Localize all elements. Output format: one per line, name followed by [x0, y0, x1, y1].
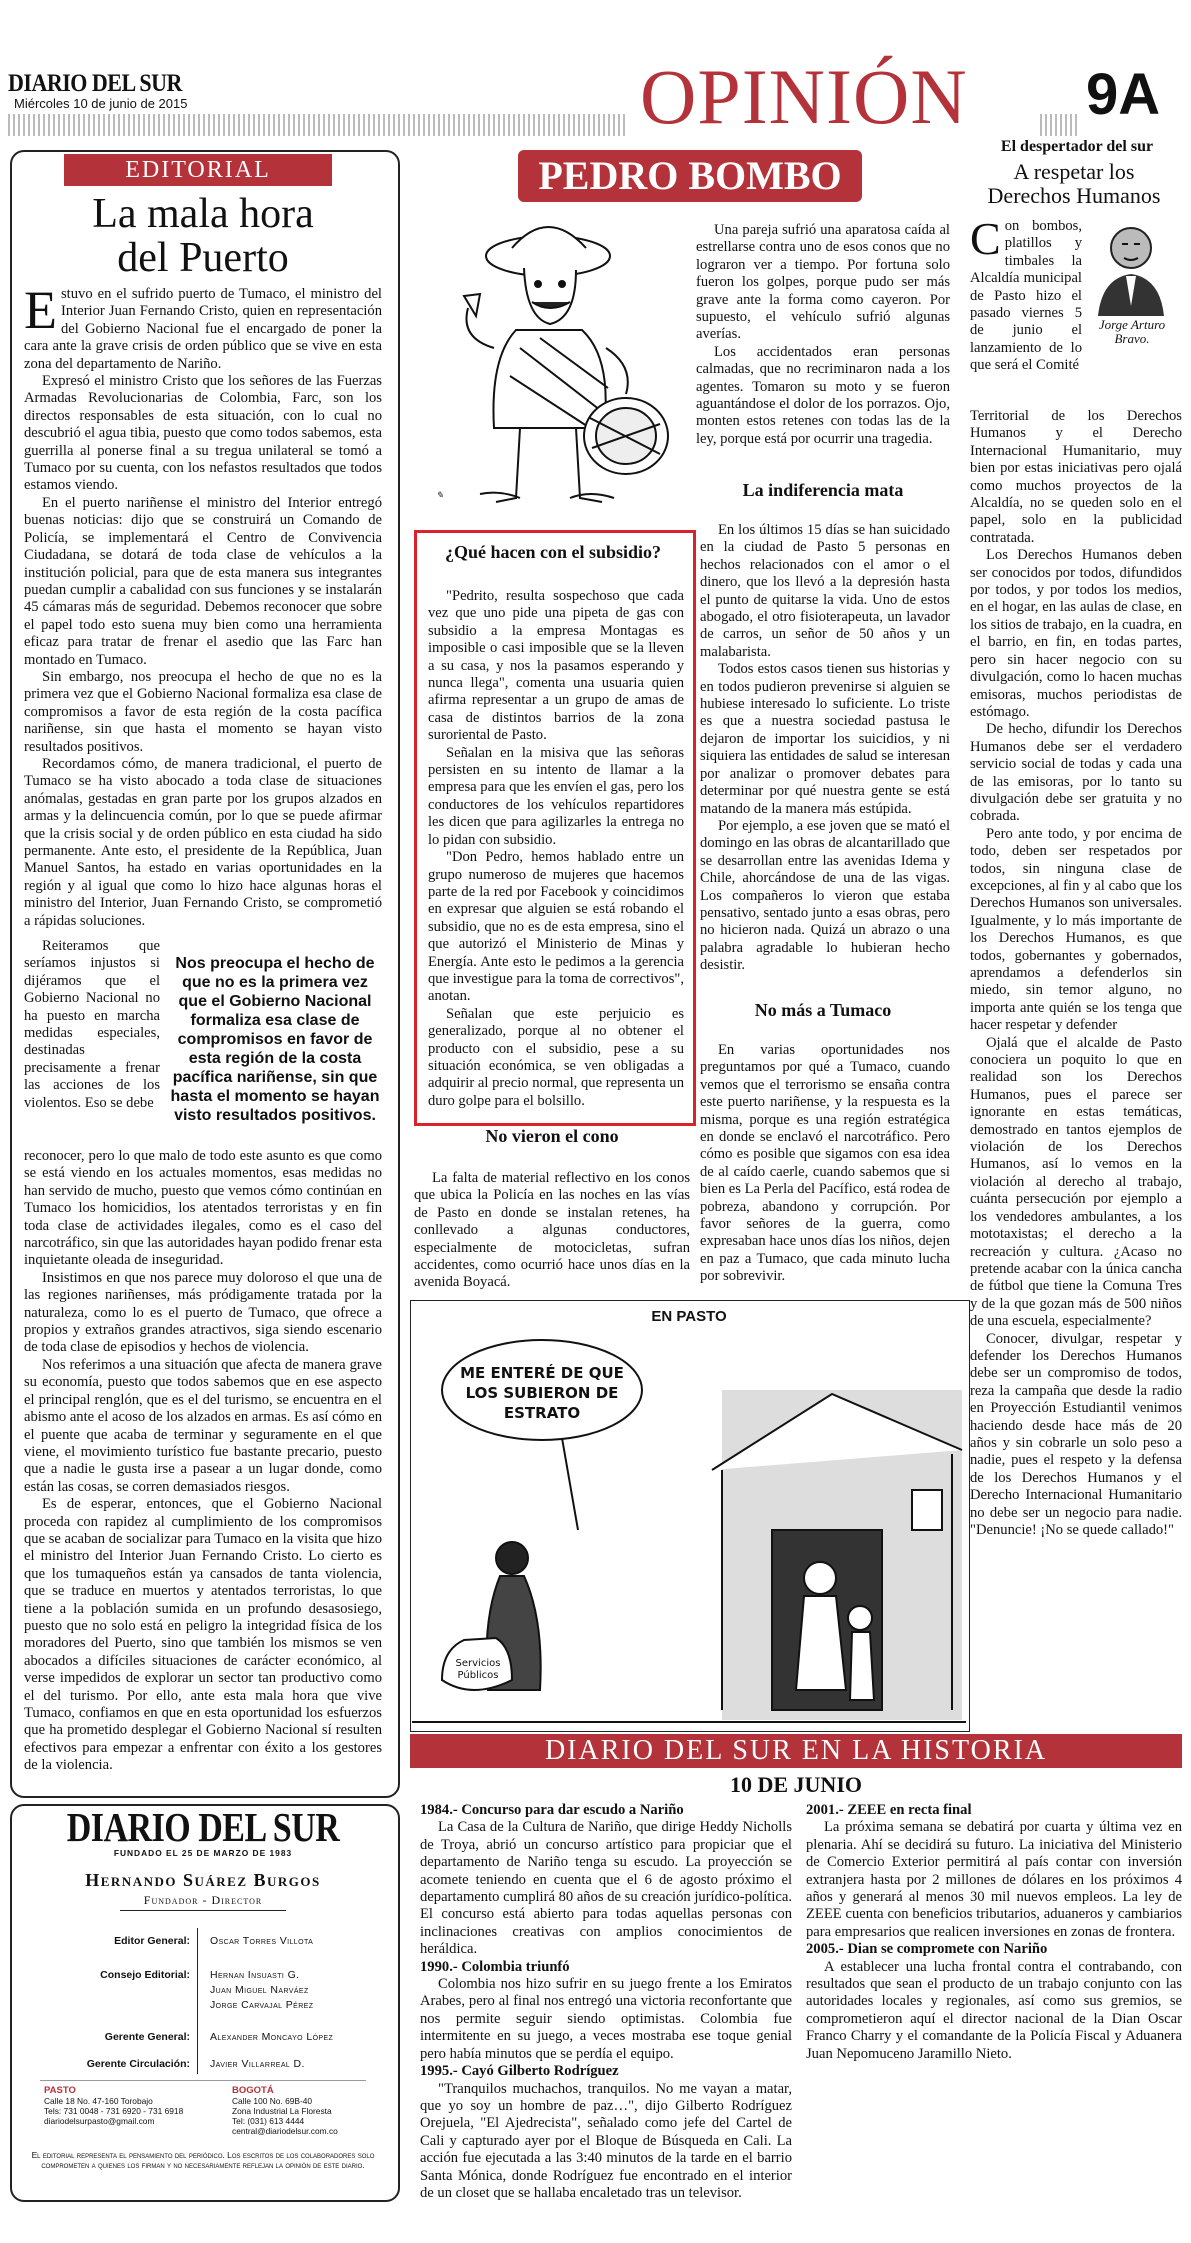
pedro-cone-p1: Una pareja sufrió una aparatosa caída al estrellarse contra uno de esos conos que no lograron ver a tiempo. Por fortuna solo fueron los golpes, porque pudo ser más grave ante la forma como cayeron. Por supuesto, el vehículo sufrió algunas averías.: [696, 222, 950, 343]
staff-row-value-2: Hernan Insuasti G.: [210, 1969, 300, 1981]
staff-row-label-2: Consejo Editorial:: [100, 1969, 190, 1981]
editorial-p1: stuvo en el sufrido puerto de Tumaco, el ministro del Interior Juan Fernando Cristo, quien en representación del Gobierno Nacional fue el encargado de poner la cara ante la grave crisis de orden público que se vive en esta zona del departamento de Nariño.: [24, 286, 382, 372]
pedro-indiferencia-title: La indiferencia mata: [742, 480, 904, 500]
historia-entry-3-body: "Tranquilos muchachos, tranquilos. No me vayan a matar, que yo soy un hombre de paz…", dijo Gilberto Rodríguez Orejuela, "El Ajedrecista", señalado como jefe del Cartel de Cali y capturado ayer por el Bloque de Búsqueda en Cali. La acción fue ejecutada a las 3:40 minutos de la tarde en el barrio Santa Mónica, donde Rodríguez fue encontrado en el interior de un closet que se hallaba encaletado tras un televisor.: [420, 2080, 792, 2201]
historia-entry-2-head: 1990.- Colombia triunfó: [420, 1958, 570, 1975]
cartoon-bubble-line-3: ESTRATO: [503, 1404, 581, 1422]
staff-bogota-email: central@diariodelsur.com.co: [232, 2126, 338, 2136]
editorial-p2: Expresó el ministro Cristo que los señores de las Fuerzas Armadas Revolucionarias de Colombia, Farc, son los directos responsables de esta situación, con lo cual no descubrió el agua tibia, puesto que como todos sabemos, esta guerrilla al ponerse final a su tregua unilateral se tomó a Tumaco por su cuenta, con los nefastos resultados que todos estamos viendo.: [24, 373, 382, 494]
editorial-p4: Sin embargo, nos preocupa el hecho de que no es la primera vez que el Gobierno Nacional formaliza esa clase de compromisos a favor de esta región de la costa pacífica nariñense, sin que hasta el momento se hayan visto resultados positivos.: [24, 668, 382, 755]
editorial-p9: Es de esperar, entonces, que el Gobierno Nacional proceda con rapidez al cumplimiento de los compromisos que se acaban de socializar para Tumaco en la visita que hizo el ministro del Interior Juan Fernando Cristo. Lo cierto es que los tumaqueños están ya cansados de tanta violencia, que se traduce en muertos y atentados terroristas, lo que tiene a la población sumida en un profundo desasosiego, puesto que no solo está en peligro la integridad física de los moradores del Puerto, sino que también los mismos se ven abocados a difíciles situaciones de carácter económico, al verse impedidos de explorar un sector tan productivo como el del turismo. Por ello, ante esta mala hora que vive Tumaco, confiamos en que en esta oportunidad los esfuerzos que ha prometido desplegar el Gobierno Nacional sí resulten efectivos para empezar a enfrentar con éxito a los gestores de la violencia.: [24, 1496, 382, 1774]
staff-founded: FUNDADO EL 25 DE MARZO DE 1983: [113, 1848, 293, 1858]
editorial-title-line-2: del Puerto: [117, 235, 289, 281]
masthead-rule-right: [1040, 114, 1080, 136]
pedro-tumaco-title: No más a Tumaco: [754, 1000, 892, 1020]
pedro-subsidio-body: [428, 588, 684, 1110]
pedro-subsidio-p2: Señalan en la misiva que las señoras persisten en su intento de llamar a la empresa para que les envíen el gas, pero los conductores de los vehículos repartidores les dicen que para agilizarles la entrega no lo pidan con subsidio.: [428, 744, 684, 848]
column-p6: Conocer, divulgar, respetar y defender los Derechos Humanos debe ser un compromiso de todos, reza la campaña que desde la radio en Proyección Estudiantil venimos haciendo desde hace más de 20 años y sin cobrarle un solo peso a nadie, pues el respeto y la defensa de los Derechos Humanos y el Derecho Internacional Humanitario no debe ser un negocio para nadie. "Denuncie! ¡No se quede callado!": [970, 1330, 1182, 1538]
staff-founder-role: Fundador - Director: [143, 1893, 263, 1907]
pedro-right-top: [696, 222, 950, 448]
staff-pasto-phones: Tels: 731 0048 - 731 6920 - 731 6918: [44, 2106, 184, 2116]
staff-row-value-4: Jorge Carvajal Pérez: [210, 1999, 314, 2011]
column-kicker: El despertador del sur: [1000, 138, 1154, 155]
historia-date: 10 DE JUNIO: [729, 1772, 862, 1797]
editorial-pullquote: Nos preocupa el hecho de que no es la primera vez que el Gobierno Nacional formaliza esa clase de compromisos en favor de esta región de la costa pacífica nariñense, sin que hasta el momento se hayan visto resultados positivos.: [170, 955, 380, 1124]
cartoon-bag-line-1: Servicios: [455, 1658, 501, 1669]
masthead-rule: [8, 114, 628, 136]
staff-row-value-3: Juan Miguel Narváez: [210, 1984, 309, 1996]
pedro-indiferencia-body: [700, 522, 950, 975]
pedro-tumaco-p1: En varias oportunidades nos preguntamos por qué a Tumaco, cuando vemos que el terrorismo se ensaña contra este puerto nariñense, y la respuesta es la misma, porque es una región estratégica en donde se enclavó el narcotráfico. Pero cómo es posible que sigamos con esa idea de al caído caerle, cuando sabemos que si bien es La Perla del Pacífico, está rodea de pobreza, abandono y corrupción. Por favor señores de la guerra, como expresaban hace unos días los niños, dejen en paz a Tumaco, que cada minuto lucha por sobrevivir.: [700, 1042, 951, 1285]
staff-pasto-address: Calle 18 No. 47-160 Torobajo: [44, 2096, 153, 2106]
historia-entry-4-body: La próxima semana se debatirá por cuarta y última vez en plenaria. Ahí se decidirá su futuro. La iniciativa del Ministerio de Comercio Exterior permitirá al país contar con inversión extranjera hasta por 2 millones de dólares en los próximos 4 años y generará al menos 30 mil nuevos empleos. La ley de ZEEE cuenta con beneficios tributarios, aduaneros y cambiarios para empresarios que realicen inversiones en zonas de frontera.: [806, 1819, 1182, 1940]
staff-row-value-6: Javier Villarreal D.: [210, 2058, 305, 2070]
pedro-subsidio-p3: "Don Pedro, hemos hablado entre un grupo numeroso de mujeres que hacemos parte de la red por Facebook y coincidimos en expresar que alguien se está robando el subsidio, que no es de esta empresa, sino el que autorizó el Ministerio de Minas y Energía. Ante esto le pedimos a la gerencia que investigue para la toma de correctivos", anotan.: [428, 849, 684, 1005]
cartoon-bubble-line-2: LOS SUBIERON DE: [465, 1384, 619, 1402]
staff-bogota-city: BOGOTÁ: [232, 2085, 274, 2096]
pedro-conos-title: No vieron el cono: [485, 1126, 619, 1146]
staff-box: [10, 1804, 400, 2202]
editorial-p7: Insistimos en que nos parece muy doloroso el que una de las regiones nariñenses, más pródigamente tratada por la naturaleza, como lo es el puerto de Tumaco, que ofrece a propios y extraños grandes atractivos, siga siendo escenario de toda clase de episodios y hechos de violencia.: [24, 1269, 382, 1356]
cartoon-illustration: [412, 1330, 966, 1728]
staff-col-rule: [197, 1928, 198, 2074]
staff-bogota-phone: Tel: (031) 613 4444: [232, 2116, 305, 2126]
historia-col-left: [420, 1802, 792, 2202]
staff-row-value-5: Alexander Moncayo López: [210, 2031, 334, 2043]
masthead-date: Miércoles 10 de junio de 2015: [14, 96, 188, 111]
cartoon-bag-line-2: Públicos: [457, 1670, 499, 1681]
column-title: [962, 160, 1186, 208]
editorial-title: [20, 192, 386, 280]
staff-pasto-city: PASTO: [44, 2085, 76, 2096]
column-body-narrow: [970, 213, 1082, 375]
staff-bogota: [232, 2086, 392, 2136]
pedro-bombo-drummer-illustration: [420, 198, 680, 520]
pedro-conos-body: [414, 1170, 690, 1292]
staff-row-label-1: Editor General:: [114, 1935, 190, 1947]
historia-entry-5-head: 2005.- Dian se compromete con Nariño: [806, 1941, 1048, 1958]
staff-logo: DIARIO DEL SUR: [66, 1806, 340, 1851]
pedro-cone-p2: Los accidentados eran personas calmadas, que no recriminaron nada a los agentes. Tomaron su moto y se fueron aguantándose el dolor de los porrazos. Ojo, monten estos retenes con todas las de la ley, porque está por ocurrir una tragedia.: [696, 343, 950, 447]
staff-bogota-address: Calle 100 No. 69B-40: [232, 2096, 313, 2106]
historia-col-right: [806, 1802, 1182, 2063]
editorial-p5: Recordamos cómo, de manera tradicional, el puerto de Tumaco se ha visto abocado a toda clase de situaciones anómalas, gestadas en gran parte por los grupos alzados en armas y la delincuencia común, por lo que se puede afirmar que la crisis social y de orden público en esta ciudad ha sido permanente. Ante esto, el presidente de la República, Juan Manuel Santos, ha estado en varias oportunidades en la región y al igual que como lo hizo hace algunas horas el ministro del Interior, Juan Fernando Cristo, se comprometió a rápidas soluciones.: [24, 755, 382, 929]
pedro-conos-p1: La falta de material reflectivo en los conos que ubica la Policía en las noches en las vías de Pasto en donde se instalan retenes, ha conllevado a algunas conductores, especialmente de motocicletas, sufran accidentes, como ocurrió hace unos días en la avenida Boyacá.: [414, 1170, 690, 1291]
section-title: OPINIÓN: [640, 53, 968, 140]
editorial-p3: En el puerto nariñense el ministro del Interior entregó buenas noticias: dijo que se construirá un Comando de Policía, se implementará el Centro de Convivencia Ciudadana, se dotará de toda clase de vehículos a la institución policial, para que de esta manera sus integrantes puedan cumplir a cabalidad con sus funciones y se instalarán 45 cámaras más de seguridad. Debemos reconocer que sobre el papel todo esto suena muy bien como una herramienta eficaz para tratar de frenar el asedio que las Farc han montado en Tumaco.: [24, 494, 382, 668]
historia-banner: DIARIO DEL SUR EN LA HISTORIA: [410, 1734, 1182, 1768]
staff-pasto: [44, 2086, 214, 2126]
column-p2: Los Derechos Humanos deben ser conocidos por todos, difundidos por todos, y por todos los medios, en el hogar, en las aulas de clase, en los sitios de trabajo, en la cuadra, en el barrio, en fin, en todas partes, pero sin hacer negocio con su divulgación, como lo hacen muchas emisoras, muchos periodistas de estómago.: [970, 547, 1182, 720]
column-author: Jorge Arturo Bravo.: [1098, 317, 1166, 346]
column-title-line-2: Derechos Humanos: [987, 183, 1161, 208]
pedro-tumaco-body: [700, 1042, 950, 1286]
pedro-subsidio-p4: Señalan que este perjuicio es generalizado, porque al no obtener el producto con el subsidio, pese a su situación económica, se ven obligadas a adquirir al precio normal, que representa un duro golpe para el bolsillo.: [428, 1005, 684, 1109]
staff-divider: [120, 1910, 286, 1911]
staff-pasto-email: diariodelsurpasto@gmail.com: [44, 2116, 155, 2126]
pedro-indiferencia-p2: Todos estos casos tienen sus historias y en todos pudieron prevenirse si alguien se hubiese interesado lo suficiente. Lo triste es que a nuestra sociedad pastusa le dejaron de importar los suicidios, y ni siquiera las entidades de salud se interesan por analizar o promover debates para determinar por qué nuestra gente se está matando de la manera más estúpida.: [700, 661, 950, 817]
staff-row-label-5: Gerente General:: [104, 2031, 190, 2043]
editorial-body-narrow: [24, 938, 160, 1112]
column-title-line-1: A respetar los: [1013, 159, 1135, 184]
historia-entry-2-body: Colombia nos hizo sufrir en su juego frente a los Emiratos Arabes, pero al final nos entregó una victoria reconfortante que nos permite seguir siendo optimistas. Colombia fue intermitente en su juego, a veces mostraba ese toque genial pero había minutos que se perdía el equipo.: [420, 1976, 792, 2062]
masthead-brand: DIARIO DEL SUR: [8, 68, 182, 97]
column-p4: Pero ante todo, y por encima de todo, deben ser respetados por todos, sin ninguna clase de excepciones, al fin y al cabo que los Derechos Humanos son universales. Igualmente, y lo más importante de los Derechos Humanos, es que todos, gobernantes y gobernados, aprendamos a defenderlos sin miedo, sin temor alguno, no importa ante quién se los tenga que hacer respetar y defender: [970, 825, 1182, 1034]
staff-disclaimer: El editorial representa el pensamiento del periódico. Los escritos de los colaboradores solo comprometen a quienes los firman y no necesariamente reflejan la opinión de este diario.: [31, 2150, 375, 2170]
staff-row-value-1: Oscar Torres Villota: [210, 1935, 314, 1947]
editorial-body-top: [24, 280, 382, 930]
column-p1-narrow: on bombos, platillos y timbales la Alcaldía municipal de Pasto hizo el pasado viernes 5 de junio el lanzamiento de lo que será el Comité: [970, 218, 1082, 374]
historia-entry-1-body: La Casa de la Cultura de Nariño, que dirige Heddy Nicholls de Troya, abrió un concurso artístico para propiciar que el departamento de Nariño tenga su escudo. La proyección se acomete teniendo en cuenta que el 6 de agosto próximo el departamento cumplirá 80 años de su creación jurídico-política. El concurso está abierto para todas aquellas personas con inclinaciones creativas con amplios conocimientos de heráldica.: [420, 1819, 793, 1958]
cartoon-bubble-line-1: ME ENTERÉ DE QUE: [460, 1364, 624, 1382]
editorial-label: EDITORIAL: [64, 154, 332, 186]
historia-entry-5-body: A establecer una lucha frontal contra el contrabando, con resultados que sean el producto de un trabajo conjunto con las autoridades locales y regionales, así como sus gremios, se comprometieron aquí el director nacional de la Dian Oscar Franco Charry y el comandante de la Policía Fiscal y Aduanera Juan Nepomuceno Jaramillo Nieto.: [806, 1958, 1182, 2062]
editorial-body-bottom: [24, 1148, 382, 1775]
column-p5: Ojalá que el alcalde de Pasto conociera un poquito lo que en realidad son los Derechos Humanos, pues el parece ser ignorante en estas temáticas, demostrado en tantos ejemplos de violación de los Derechos Humanos, así lo vemos en la violación al derecho al trabajo, cuánta persecución por ejemplo a los vendedores ambulantes, a los mototaxistas; el derecho a la recreación y cultura. ¿Acaso no pretende acabar con la única cancha de fútbol que tiene la Comuna Tres y de la que gozan más de 500 niños de una escuela, especialmente?: [970, 1034, 1182, 1330]
column-dropcap: C: [970, 213, 1001, 264]
historia-entry-4-head: 2001.- ZEEE en recta final: [806, 1802, 972, 1818]
staff-bogota-zone: Zona Industrial La Floresta: [232, 2106, 332, 2116]
editorial-title-line-1: La mala hora: [92, 191, 314, 237]
pedro-bombo-banner: PEDRO BOMBO: [518, 150, 862, 202]
staff-row-label-6: Gerente Circulación:: [86, 2058, 190, 2070]
editorial-p8: Nos referimos a una situación que afecta de manera grave su economía, puesto que todos sabemos que en ese aspecto el principal renglón, que es el del turismo, se encuentra en el abismo ante el acoso de los alzados en armas. Es así cómo en el puente que acaba de terminar y seguramente en el que viene, el movimiento turístico fue bastante precario, puesto que a nadie le gusta irse a pasear a un lugar donde, como están las cosas, se corren demasiados riesgos.: [24, 1356, 382, 1495]
pedro-subsidio-p1: "Pedrito, resulta sospechoso que cada vez que uno pide una pipeta de gas con subsidio a la empresa Montagas es imposible o casi imposible que se la lleven a su casa, y nos la pasamos esperando y nunca llega", comenta una usuaria quien afirma representar a un grupo de amas de casa de distintos barrios de la zona suroriental de Pasto.: [428, 588, 684, 744]
staff-divider-2: [40, 2080, 366, 2081]
cartoon-title: EN PASTO: [651, 1308, 727, 1325]
column-p3: De hecho, difundir los Derechos Humanos debe ser el verdadero servicio social de todas y cada una de las emisoras, por lo tanto su divulgación debe ser gratuita y no cobrada.: [970, 721, 1182, 825]
editorial-p6-rest: reconocer, pero lo que malo de todo este asunto es que como se está viendo en los actuales momentos, esas medidas no han servido de mucho, puesto que vemos cómo continúan en Tumaco los homicidios, los atentados terroristas y en fin toda clase de actividades ilegales, como es el caso del narcotráfico, sin que las autoridades hayan podido frenar esta inquietante oleada de inseguridad.: [24, 1148, 382, 1269]
page-number: 9A: [1086, 62, 1161, 127]
historia-entry-1-head: 1984.- Concurso para dar escudo a Nariño: [420, 1802, 684, 1818]
historia-entry-3-head: 1995.- Cayó Gilberto Rodríguez: [420, 2063, 619, 2080]
pedro-subsidio-title: ¿Qué hacen con el subsidio?: [444, 542, 662, 562]
editorial-dropcap: E: [24, 280, 57, 340]
pedro-indiferencia-p1: En los últimos 15 días se han suicidado en la ciudad de Pasto 5 personas en hechos relacionados con el amor o el dinero, que los llevó a la depresión hasta el punto de quitarse la vida. Uno de estos abogado, el otro fisioterapeuta, un lavador de carros, un señor de 50 años y un malabarista.: [700, 522, 950, 660]
column-p1-rest: Territorial de los Derechos Humanos y el Derecho Internacional Humanitario, muy bien por estas iniciativas pero ojalá como muchos proyectos de la Alcaldía, no se queden solo en el papel, solo en la publicidad contratada.: [970, 408, 1182, 546]
staff-founder-name: Hernando Suárez Burgos: [85, 1870, 321, 1890]
svg-text:✎: ✎: [436, 490, 444, 500]
column-author-photo: [1088, 216, 1174, 316]
editorial-p6-narrow: Reiteramos que seríamos injustos si dijéramos que el Gobierno Nacional no ha puesto en marcha medidas especiales, destinadas precisamente a frenar las acciones de los violentos. Eso se debe: [24, 938, 160, 1111]
column-body: [970, 408, 1182, 1539]
pedro-indiferencia-p3: Por ejemplo, a ese joven que se mató el domingo en las obras de alcantarillado que se desarrollan entre las avenidas Idema y Chile, ahorcándose de una de las vigas. Los compañeros lo vieron que estaba pensativo, sentado junto a esas obras, pero no hicieron nada. Quizá un abrazo o una palabra agradable lo hubieran hecho desistir.: [700, 817, 950, 974]
